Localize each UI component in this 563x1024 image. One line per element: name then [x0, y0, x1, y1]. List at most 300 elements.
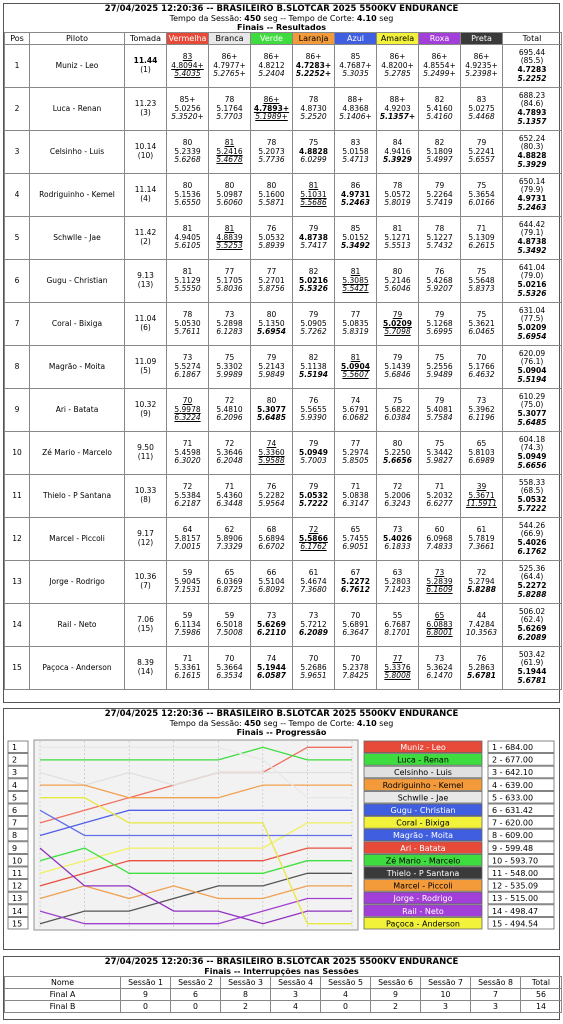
lane-cell: [167, 217, 209, 260]
total-value-2: 5.1944: [517, 667, 547, 676]
results-table: [4, 32, 562, 690]
final-name-cell: Final A: [5, 989, 121, 1001]
tomada-cell: [125, 260, 167, 303]
total-value-0: 652.24: [518, 133, 546, 143]
position-cell: 1: [5, 45, 30, 88]
lane-best: 5.3664: [216, 662, 243, 672]
pilot-cell: Muniz - Leo: [30, 45, 125, 88]
legend-driver-label: Schwlle - Jae: [397, 793, 449, 803]
lane-cell: [251, 346, 293, 389]
lane-laps: 80: [224, 181, 235, 191]
total-value-2: 5.4026: [517, 538, 547, 547]
total-cell: [503, 131, 562, 174]
tomada-cell: [125, 88, 167, 131]
lane-laps: 71: [182, 439, 193, 449]
lane-best: 5.0532: [299, 490, 328, 500]
lane-cell: [209, 88, 251, 131]
lane-avg: 5.2785: [384, 69, 411, 79]
lane-best: 5.2272: [341, 576, 370, 586]
lane-avg: 5.6268: [174, 155, 201, 165]
lane-best: 5.3085: [342, 275, 369, 285]
lane-cell: [251, 88, 293, 131]
lane-cell: [461, 389, 503, 432]
table-row: [5, 131, 562, 174]
total-cell: [503, 88, 562, 131]
lane-laps: 79: [434, 181, 445, 191]
interruptions-title: 27/04/2025 12:20:36 -- BRASILEIRO B.SLOTCAR 2025 5500KV ENDURANCE: [104, 957, 459, 967]
cut-label: seg -- Tempo de Corte:: [260, 14, 357, 23]
lane-best: 5.4810: [216, 404, 243, 414]
lane-cell: [335, 346, 377, 389]
interruption-cell: 3: [271, 989, 321, 1001]
lane-best: 4.8212: [258, 60, 285, 70]
lane-cell: [419, 647, 461, 690]
lane-laps: 86: [350, 181, 361, 191]
lane-cell: [167, 389, 209, 432]
tomada-cell: [125, 647, 167, 690]
legend-driver-label: Rail - Neto: [402, 906, 444, 916]
total-cell: [503, 561, 562, 604]
lane-avg: 7.5008: [216, 628, 243, 638]
tomada-rank: (11): [137, 452, 154, 461]
lane-avg: 5.6485: [257, 413, 286, 423]
lane-avg: 5.9588: [258, 456, 285, 466]
lane-best: 4.8368: [342, 103, 369, 113]
lane-cell: [419, 432, 461, 475]
lane-cell: [167, 45, 209, 88]
position-cell: 5: [5, 217, 30, 260]
lane-cell: [335, 389, 377, 432]
position-cell: 4: [5, 174, 30, 217]
lane-laps: 75: [224, 353, 235, 363]
lane-laps: 65: [434, 611, 445, 621]
lane-laps: 75: [308, 138, 319, 148]
lane-laps: 88+: [347, 95, 364, 105]
total-value-0: 620.09: [518, 348, 546, 358]
total-value-1: (79.9): [520, 185, 544, 195]
lane-laps: 85: [350, 52, 361, 62]
lane-cell: [209, 604, 251, 647]
standing-label: 15 - 494.54: [492, 919, 539, 929]
lane-best: 5.2241: [468, 146, 495, 156]
standing-label: 13 - 515.00: [492, 894, 539, 904]
final-name-cell: Final B: [5, 1001, 121, 1013]
total-value-3: 5.6656: [517, 460, 547, 470]
lane-laps: 79: [434, 310, 445, 320]
lane-avg: 5.8756: [258, 284, 285, 294]
lane-cell: [251, 45, 293, 88]
lane-avg: 6.6277: [426, 499, 453, 509]
lane-laps: 65: [350, 525, 361, 535]
standing-label: 9 - 599.48: [492, 843, 534, 853]
lane-laps: 86+: [305, 52, 322, 62]
lane-laps: 70: [476, 353, 487, 363]
lane-best: 5.0838: [342, 490, 369, 500]
lane-avg: 7.3329: [216, 542, 243, 552]
total-value-2: 5.2272: [517, 581, 547, 590]
lane-cell: [377, 389, 419, 432]
lane-laps: 66: [266, 568, 277, 578]
position-label: 14: [12, 906, 23, 916]
lane-laps: 79: [392, 353, 403, 363]
lane-laps: 61: [476, 525, 487, 535]
lane-avg: 6.1196: [468, 413, 495, 423]
lane-avg: 6.1762: [300, 542, 327, 552]
lane-cell: [251, 518, 293, 561]
lane-avg: 5.2765+: [213, 69, 246, 79]
lane-cell: [251, 475, 293, 518]
lane-avg: 5.5871: [258, 198, 285, 208]
lane-cell: [419, 518, 461, 561]
lane-best: 5.3376: [384, 662, 411, 672]
lane-best: 5.0905: [300, 318, 327, 328]
lane-avg: 5.5550: [174, 284, 201, 294]
standing-label: 5 - 633.00: [492, 793, 534, 803]
lane-cell: [419, 260, 461, 303]
lane-laps: 72: [182, 482, 193, 492]
interruption-cell: 2: [221, 1001, 271, 1013]
lane-laps: 79: [434, 396, 445, 406]
lane-avg: 5.2463: [341, 198, 370, 208]
lane-avg: 5.9564: [258, 499, 285, 509]
lane-cell: [335, 475, 377, 518]
lane-best: 6.0883: [426, 619, 453, 629]
total-value-0: 631.04: [518, 305, 546, 315]
lane-avg: 5.5513: [384, 241, 411, 251]
lane-cell: [377, 475, 419, 518]
progress-subtitle: Finais -- Progressão: [236, 728, 327, 737]
legend-driver-label: Paçoca - Anderson: [386, 919, 460, 929]
total-value-0: 544.26: [518, 520, 546, 530]
lane-laps: 82: [434, 95, 445, 105]
lane-best: 5.2803: [384, 576, 411, 586]
lane-laps: 72: [476, 568, 487, 578]
interruptions-subtitle: Finais -- Interrupções nas Sessões: [204, 967, 359, 976]
lane-cell: [377, 432, 419, 475]
position-label: 1: [12, 743, 18, 752]
lane-laps: 39: [476, 482, 487, 492]
results-header-row: [5, 33, 562, 45]
lane-avg: 5.7098: [384, 327, 411, 337]
total-cell: [503, 604, 562, 647]
standing-label: 6 - 631.42: [492, 806, 534, 815]
lane-avg: 5.7703: [216, 112, 243, 122]
lane-best: 5.7455: [342, 533, 369, 543]
tomada-value: 11.04: [134, 314, 157, 324]
total-cell: [503, 174, 562, 217]
lane-cell: [209, 432, 251, 475]
lane-avg: 5.7611: [174, 327, 201, 337]
total-value-2: 5.0904: [517, 366, 547, 375]
lane-avg: 6.3534: [216, 671, 243, 681]
lane-avg: 6.0166: [468, 198, 495, 208]
lane-avg: 6.7612: [341, 585, 370, 595]
lane-avg: 10.3563: [465, 628, 497, 638]
tomada-value: 10.32: [134, 400, 157, 410]
lane-avg: 6.0299: [300, 155, 327, 165]
total-cell: [503, 260, 562, 303]
interruptions-body: [5, 989, 562, 1013]
lane-laps: 72: [392, 482, 403, 492]
lane-laps: 75: [434, 439, 445, 449]
lane-best: 4.7977+: [213, 60, 246, 70]
lane-laps: 73: [182, 353, 193, 363]
lane-avg: 6.3647: [342, 628, 369, 638]
lane-cell: [167, 303, 209, 346]
lane-laps: 82: [308, 353, 319, 363]
lane-best: 5.9045: [174, 576, 201, 586]
lane-avg: 6.8001: [426, 628, 453, 638]
interruption-cell: 14: [521, 1001, 562, 1013]
lane-avg: 7.8425: [342, 671, 369, 681]
lane-laps: 72: [224, 439, 235, 449]
table-row: [5, 217, 562, 260]
total-value-3: 5.2252: [517, 73, 547, 83]
lane-avg: 6.3448: [216, 499, 243, 509]
lane-laps: 77: [392, 654, 403, 664]
lane-best: 4.9203: [384, 103, 411, 113]
legend-driver-label: Celsinho - Luis: [394, 768, 452, 778]
lane-best: 5.3671: [468, 490, 495, 500]
total-value-2: 4.7893: [517, 108, 547, 117]
pilot-cell: Zé Mario - Marcelo: [30, 432, 125, 475]
interruptions-header-8: Sessão 8: [471, 977, 521, 989]
pilot-cell: Celsinho - Luis: [30, 131, 125, 174]
lane-best: 5.1600: [258, 189, 285, 199]
lane-cell: [461, 647, 503, 690]
lane-best: 4.8828: [299, 146, 328, 156]
lane-avg: 5.7222: [299, 499, 328, 509]
lane-cell: [419, 131, 461, 174]
tomada-value: 9.13: [137, 271, 154, 281]
pilot-cell: Paçoca - Anderson: [30, 647, 125, 690]
lane-avg: 5.1357+: [379, 112, 416, 122]
lane-cell: [419, 475, 461, 518]
lane-laps: 76: [476, 654, 487, 664]
lane-best: 5.5655: [300, 404, 327, 414]
lane-avg: 6.3243: [384, 499, 411, 509]
lane-laps: 73: [392, 525, 403, 535]
lane-avg: 5.5607: [342, 370, 369, 380]
interruption-cell: 10: [421, 989, 471, 1001]
lane-header-laranja: Laranja: [293, 33, 335, 45]
lane-laps: 44: [476, 611, 487, 621]
position-box: [8, 754, 28, 766]
lane-cell: [167, 260, 209, 303]
interruptions-header-6: Sessão 6: [371, 977, 421, 989]
lane-best: 5.3654: [468, 189, 495, 199]
lane-laps: 81: [308, 181, 319, 191]
lane-laps: 73: [224, 310, 235, 320]
interruptions-header-9: Total: [521, 977, 562, 989]
tomada-rank: (1): [140, 65, 151, 74]
lane-cell: [209, 217, 251, 260]
total-value-3: 5.6954: [517, 331, 547, 341]
lane-avg: 5.4035: [174, 69, 201, 79]
lane-best: 5.2378: [342, 662, 369, 672]
total-value-3: 5.6485: [517, 417, 547, 427]
lane-best: 5.2701: [258, 275, 285, 285]
lane-laps: 72: [308, 525, 319, 535]
lane-laps: 82: [308, 267, 319, 277]
lane-laps: 78: [308, 95, 319, 105]
lane-avg: 6.1615: [174, 671, 201, 681]
lane-cell: [251, 303, 293, 346]
lane-laps: 75: [476, 181, 487, 191]
lane-best: 5.0158: [342, 146, 369, 156]
total-cell: [503, 389, 562, 432]
lane-cell: [377, 518, 419, 561]
legend-driver-label: Gugu - Christian: [390, 806, 456, 815]
position-label: 8: [12, 831, 18, 841]
table-row: [5, 303, 562, 346]
total-value-2: 5.3077: [517, 409, 547, 418]
tomada-rank: (2): [140, 237, 151, 246]
lane-header-azul: Azul: [335, 33, 377, 45]
lane-best: 5.3621: [468, 318, 495, 328]
total-value-2: 5.0949: [517, 452, 547, 461]
unit-label: seg: [376, 719, 394, 728]
total-value-3: 5.5326: [517, 288, 547, 298]
lane-avg: 5.8939: [258, 241, 285, 251]
tomada-cell: [125, 217, 167, 260]
lane-laps: 81: [182, 224, 193, 234]
lane-laps: 86+: [221, 52, 238, 62]
table-row: [5, 989, 562, 1001]
total-value-2: 4.9731: [517, 194, 547, 203]
interruptions-header-0: Nome: [5, 977, 121, 989]
lane-best: 6.1134: [174, 619, 201, 629]
pilot-cell: Jorge - Rodrigo: [30, 561, 125, 604]
lane-avg: 5.3492: [341, 241, 370, 251]
position-cell: 9: [5, 389, 30, 432]
lane-best: 5.1350: [258, 318, 285, 328]
lane-avg: 5.8008: [384, 671, 411, 681]
progress-panel: [3, 708, 560, 950]
lane-laps: 86+: [431, 52, 448, 62]
lane-laps: 79: [266, 353, 277, 363]
lane-best: 5.3442: [426, 447, 453, 457]
lane-laps: 79: [308, 310, 319, 320]
table-row: [5, 475, 562, 518]
lane-avg: 6.1609: [426, 585, 453, 595]
interruption-cell: 0: [321, 1001, 371, 1013]
standing-label: 14 - 498.47: [492, 906, 539, 916]
total-value-3: 6.2089: [517, 632, 547, 642]
lane-laps: 86+: [389, 52, 406, 62]
lane-best: 5.8157: [174, 533, 201, 543]
table-row: [5, 647, 562, 690]
session-label: Tempo da Sessão:: [169, 719, 245, 728]
lane-laps: 75: [434, 353, 445, 363]
position-box: [8, 779, 28, 791]
tomada-rank: (10): [137, 151, 154, 160]
lane-best: 5.1809: [426, 146, 453, 156]
lane-laps: 70: [308, 654, 319, 664]
lane-cell: [377, 260, 419, 303]
lane-avg: 5.6846: [384, 370, 411, 380]
col-total: Total: [503, 33, 562, 45]
tomada-cell: [125, 45, 167, 88]
lane-avg: 6.6702: [258, 542, 285, 552]
lane-best: 5.5866: [299, 533, 328, 543]
lane-cell: [419, 346, 461, 389]
lane-laps: 71: [224, 482, 235, 492]
lane-best: 5.5104: [258, 576, 285, 586]
lane-laps: 83: [476, 95, 487, 105]
interruption-cell: 56: [521, 989, 562, 1001]
lane-best: 5.2143: [258, 361, 285, 371]
cut-time: 4.10: [356, 14, 377, 23]
lane-best: 5.0532: [258, 232, 285, 242]
lane-cell: [167, 518, 209, 561]
table-row: [5, 1001, 562, 1013]
lane-best: 5.4674: [300, 576, 327, 586]
lane-laps: 80: [266, 181, 277, 191]
session-time: 450: [244, 14, 261, 23]
lane-laps: 78: [266, 138, 277, 148]
lane-best: 4.8738: [299, 232, 328, 242]
lane-laps: 86+: [263, 52, 280, 62]
interruption-cell: 2: [371, 1001, 421, 1013]
lane-cell: [167, 475, 209, 518]
lane-laps: 86+: [263, 95, 280, 105]
lane-cell: [335, 647, 377, 690]
lane-avg: 5.5686: [300, 198, 327, 208]
lane-best: 5.3360: [258, 447, 285, 457]
tomada-cell: [125, 561, 167, 604]
lane-avg: 5.5326: [299, 284, 328, 294]
tomada-value: 10.14: [134, 142, 157, 152]
lane-cell: [377, 45, 419, 88]
tomada-cell: [125, 475, 167, 518]
lane-avg: 5.2499+: [423, 69, 456, 79]
lane-laps: 73: [434, 654, 445, 664]
lane-best: 5.8906: [216, 533, 243, 543]
lane-header-branca: Branca: [209, 33, 251, 45]
lane-cell: [293, 217, 335, 260]
lane-avg: 5.5253: [216, 241, 243, 251]
total-value-2: 4.8738: [517, 237, 547, 246]
lane-cell: [377, 561, 419, 604]
lane-avg: 6.1867: [174, 370, 201, 380]
lane-cell: [461, 475, 503, 518]
tomada-rank: (3): [140, 108, 151, 117]
lane-laps: 77: [350, 439, 361, 449]
table-row: [5, 88, 562, 131]
lane-cell: [293, 604, 335, 647]
standing-label: 2 - 677.00: [492, 755, 534, 765]
total-value-0: 506.02: [518, 606, 546, 616]
lane-laps: 81: [350, 267, 361, 277]
total-value-1: (66.9): [520, 529, 544, 539]
lane-cell: [293, 518, 335, 561]
position-label: 3: [12, 768, 18, 778]
lane-cell: [419, 45, 461, 88]
lane-avg: 5.3035: [342, 69, 369, 79]
lane-laps: 59: [182, 568, 193, 578]
results-subtitle: Finais -- Resultados: [236, 23, 326, 32]
lane-cell: [461, 88, 503, 131]
results-title: 27/04/2025 12:20:36 -- BRASILEIRO B.SLOTCAR 2025 5500KV ENDURANCE: [104, 4, 459, 14]
lane-avg: 6.8725: [216, 585, 243, 595]
lane-laps: 72: [224, 396, 235, 406]
lane-laps: 80: [392, 439, 403, 449]
lane-cell: [209, 131, 251, 174]
lane-laps: 71: [182, 654, 193, 664]
lane-best: 5.2863: [468, 662, 495, 672]
tomada-rank: (4): [140, 194, 151, 203]
